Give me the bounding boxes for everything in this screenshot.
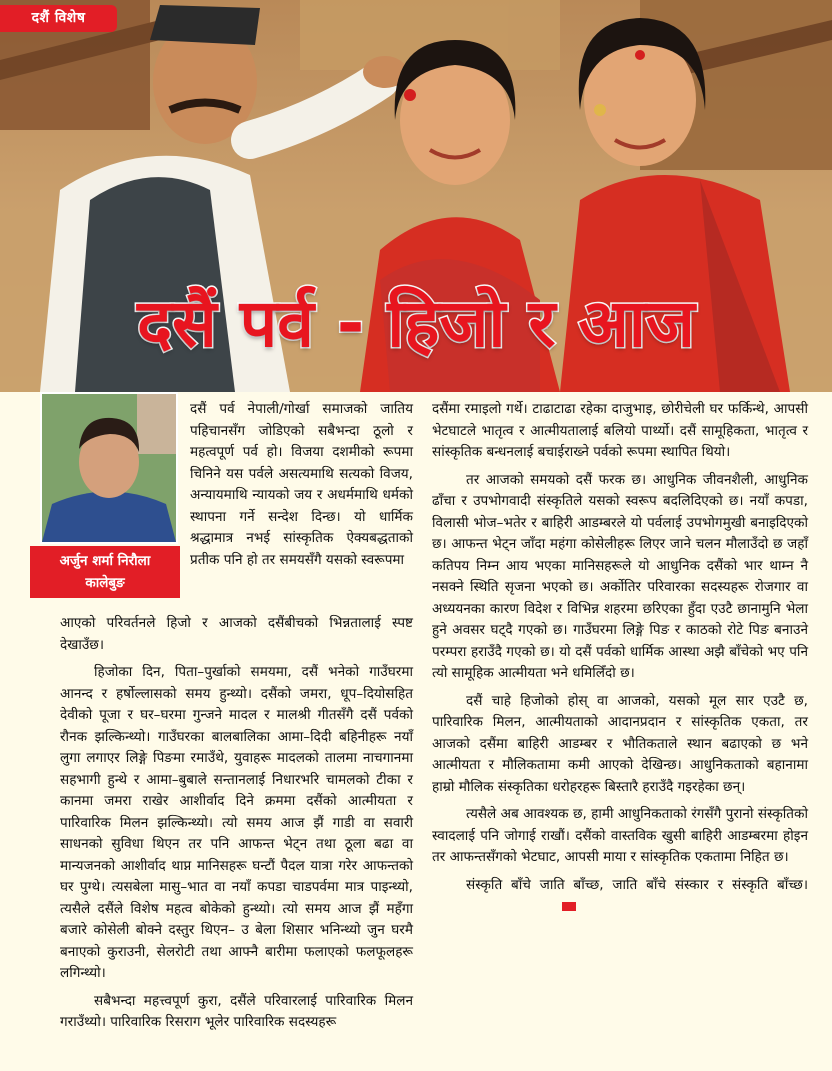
article-paragraph: दसैं पर्व नेपाली/गोर्खा समाजको जातिय पहिचानसँग जोडिएको सबैभन्दा ठूलो र महत्वपूर्ण पर्व हो। विजया दशमीको रूपमा चिनिने यस पर्वले असत्यमाथि सत्यको विजय, अन्यायमाथि न्यायको जय र अधर्ममाथि धर्मको स्थापना गर्ने सन्देश दिन्छ। यो धार्मिक श्रद्धामात्र नभई सांस्कृतिक ऐक्यबद्धताको प्रतीक पनि हो तर समयसँगै यसको स्वरूपमा — [190, 401, 413, 568]
article-column-right — [432, 399, 808, 924]
article-paragraph: तर आजको समयको दसैं फरक छ। आधुनिक जीवनशैली, आधुनिक ढाँचा र उपभोगवादी संस्कृतिले यसको स्वरूप बदलिदिएको छ। नयाँ कपडा, विलासी भोज–भतेर र बाहिरी आडम्बरले यो पर्वलाई उपभोगमुखी बनाइदिएको छ। आफन्त भेट्न जाँदा महंगा कोसेलीहरू लिएर जाने चलन मौलाउँदो छ जहाँ कतिपय निम्न आय भएका मानिसहरूले यो आधुनिक दसैंको भार थाम्न नै नसक्ने स्थिति सृजना भएको छ। अर्कोतिर परिवारका सदस्यहरू रोजगार वा अध्ययनका कारण विदेश र विभिन्न शहरमा छरिएका हुँदा एउटै छानामुनि भेला हुने अवसर घट्दै गएको छ। गाउँघरमा लिङ्गे पिङ र काठको रोटे पिङ बनाउने परम्परा हराउँदै गएको छ। यो दसैं पर्वको धार्मिक आस्था अझै बाँचेको भए पनि त्यो सामूहिक आत्मीयता भने धमिलिँदो छ। — [432, 471, 808, 681]
article-paragraph: आएको परिवर्तनले हिजो र आजको दसैंबीचको भिन्नतालाई स्पष्ट देखाउँछ। — [60, 615, 413, 653]
article-paragraph: सबैभन्दा महत्त्वपूर्ण कुरा, दसैंले परिवारलाई पारिवारिक मिलन गराउँथ्यो। पारिवारिक रिसराग भूलेर पारिवारिक सदस्यहरू — [60, 992, 413, 1030]
headline: दसैं पर्व - हिजो र आज — [137, 285, 695, 362]
end-mark — [562, 902, 576, 911]
closing-line: संस्कृति बाँचे जाति बाँच्छ, जाति बाँचे संस्कार र संस्कृति बाँच्छ। — [466, 876, 808, 893]
author-byline — [30, 546, 180, 598]
article-paragraph: हिजोका दिन, पिता–पुर्खाको समयमा, दसैं भनेको गाउँघरमा आनन्द र हर्षोल्लासको समय हुन्थ्यो। दसैंको जमरा, धूप–दियोसहित देवीको पूजा र घर–घरमा गुन्जने मादल र मालश्री गीतसँगै दसैं पर्वको रौनक झल्किन्थ्यो। गाउँघरका बालबालिका आमा–दिदी बहिनीहरू नयाँ लुगा लगाएर लिङ्गे पिङमा रमाउँथे, युवाहरू मादलको तालमा नाचगानमा सहभागी हुन्थे र आमा–बुबाले सन्तानलाई निधारभरि चामलको टीका र कानमा जमरा राखेर आशीर्वाद दिने क्रममा दसैंको आत्मीयता र पारिवारिक मिलन झल्किन्थ्यो। त्यो समय आज झैं गाडी वा सवारी साधनको सुविधा थिएन तर पनि आफन्त भेट्न तथा ठूला बढा वा मान्यजनको आशीर्वाद थाप्न मानिसहरू घन्टौं पैदल यात्रा गरेर आफन्तको घर पुग्थे। त्यसबेला मासु–भात वा नयाँ कपडा चाडपर्वमा मात्र पाइन्थ्यो, त्यसैले दसैंले विशेष महत्व बोकेको हुन्थ्यो। त्यो समय आज झैं महँगा बजारे कोसेली बोक्ने दस्तुर थिएन– उ बेला शिसार भनिन्थ्यो जुन घरमै बनाएको कुराउनी, सेलरोटी तथा आफ्नै बारीमा फलाएको फलफूलहरू लगिन्थ्यो। — [60, 664, 413, 981]
article-paragraph — [432, 875, 808, 918]
article-paragraph: दसैंमा रमाइलो गर्थे। टाढाटाढा रहेका दाजुभाइ, छोरीचेली घर फर्किन्थे, आपसी भेटघाटले भातृत्व र आत्मीयतालाई बलियो पार्थ्यो। दसैं सामूहिकता, भातृत्व र सांस्कृतिक बन्धनलाई बचाईराख्ने पर्वको रूपमा स्थापित थियो। — [432, 401, 808, 460]
author-photo — [40, 392, 178, 544]
author-name: अर्जुन शर्मा निरौला — [59, 553, 151, 569]
article-column-left-top — [190, 399, 413, 577]
author-place: कालेबुङ — [85, 575, 125, 591]
section-tag: दशैं विशेष — [0, 5, 117, 32]
article-paragraph: त्यसैले अब आवश्यक छ, हामी आधुनिकताको रंगसँगै पुरानो संस्कृतिको स्वादलाई पनि जोगाई राखौं। दसैंको वास्तविक खुसी बाहिरी आडम्बरमा होइन तर आफन्तसँगको भेटघाट, आपसी माया र सांस्कृतिक एकतामा निहित छ। — [432, 806, 808, 865]
article-column-left-bottom — [60, 613, 413, 1040]
author-portrait — [42, 394, 176, 542]
article-paragraph: दसैं चाहे हिजोको होस् वा आजको, यसको मूल सार एउटै छ, पारिवारिक मिलन, आत्मीयताको आदानप्रदान र सांस्कृतिक एकता, तर आजको दसैंमा बाहिरी आडम्बर र भौतिकताले स्थान बढाएको छ भने आत्मीयता र मौलिकतामा कमी आएको देखिन्छ। आधुनिकताको बहानामा हाम्रो मौलिक संस्कृतिका धरोहरहरू बिस्तारै हराउँदै गइरहेका छन्। — [432, 692, 808, 795]
